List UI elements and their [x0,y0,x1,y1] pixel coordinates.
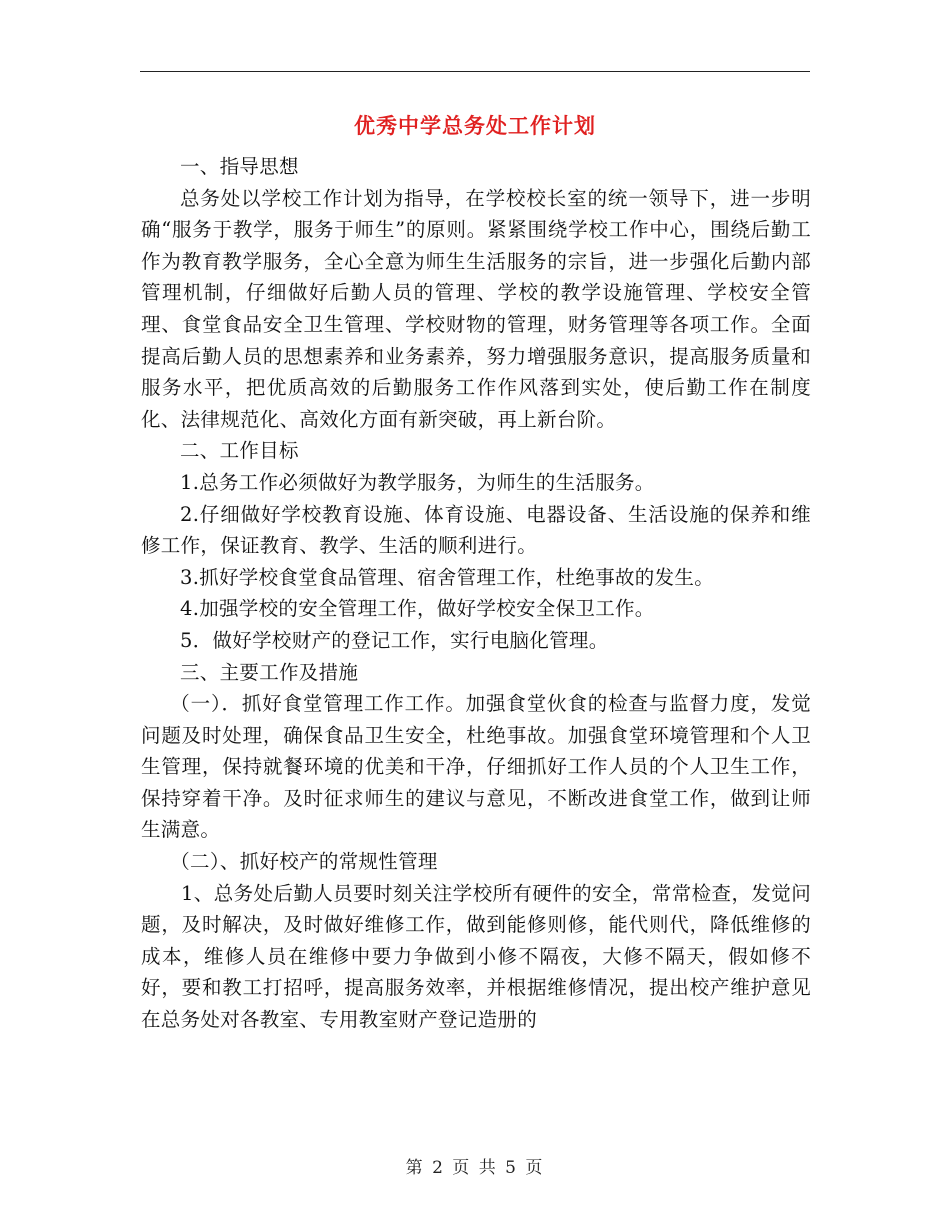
section-heading-guiding-ideology: 一、指导思想 [180,155,299,178]
section-heading-work-goals: 二、工作目标 [180,439,299,463]
subheading-school-property: （二）、抓好校产的常规性管理 [170,850,438,874]
paragraph-guiding-ideology: 总务处以学校工作计划为指导，在学校校长室的统一领导下，进一步明确“服务于教学，服务于师生”的原则。紧紧围绕学校工作中心，围绕后勤工作为教育教学服务，全心全意为师生生活服务的宗旨，进一步强化后勤内部管理机制，仔细做好后勤人员的管理、学校的教学设施管理、学校安全管理、食堂食品安全卫生管理、学校财物的管理，财务管理等各项工作。全面提高后勤人员的思想素养和业务素养，努力增强服务意识，提高服务质量和服务水平，把优质高效的后勤服务工作作风落到实处，使后勤工作在制度化、法律规范化、高效化方面有新突破，再上新台阶。 [141,186,811,431]
goal-item-3: 3.抓好学校食堂食品管理、宿舍管理工作，杜绝事故的发生。 [180,565,715,589]
goal-item-2: 2.仔细做好学校教育设施、体育设施、电器设备、生活设施的保养和维修工作，保证教育、教学、生活的顺利进行。 [141,502,811,558]
document-title: 优秀中学总务处工作计划 [354,113,596,138]
goal-item-4: 4.加强学校的安全管理工作，做好学校安全保卫工作。 [180,597,655,621]
section-heading-main-work: 三、主要工作及措施 [180,660,359,684]
goal-item-1: 1.总务工作必须做好为教学服务，为师生的生活服务。 [180,470,655,494]
goal-item-5: 5．做好学校财产的登记工作，实行电脑化管理。 [180,628,609,652]
header-rule [140,71,810,72]
document-body [141,151,811,1036]
page-footer: 第 2 页 共 5 页 [405,1158,545,1178]
paragraph-canteen-management: （一）．抓好食堂管理工作工作。加强食堂伙食的检查与监督力度，发觉问题及时处理，确保食品卫生安全，杜绝事故。加强食堂环境管理和个人卫生管理，保持就餐环境的优美和干净，仔细抓好工作人员的个人卫生工作，保持穿着干净。及时征求师生的建议与意见，不断改进食堂工作，做到让师生满意。 [141,692,811,842]
paragraph-property-maintenance: 1、总务处后勤人员要时刻关注学校所有硬件的安全，常常检查，发觉问题，及时解决，及时做好维修工作，做到能修则修，能代则代，降低维修的成本，维修人员在维修中要力争做到小修不隔夜，大修不隔天，假如修不好，要和教工打招呼，提高服务效率，并根据维修情况，提出校产维护意见在总务处对各教室、专用教室财产登记造册的 [141,881,811,1032]
